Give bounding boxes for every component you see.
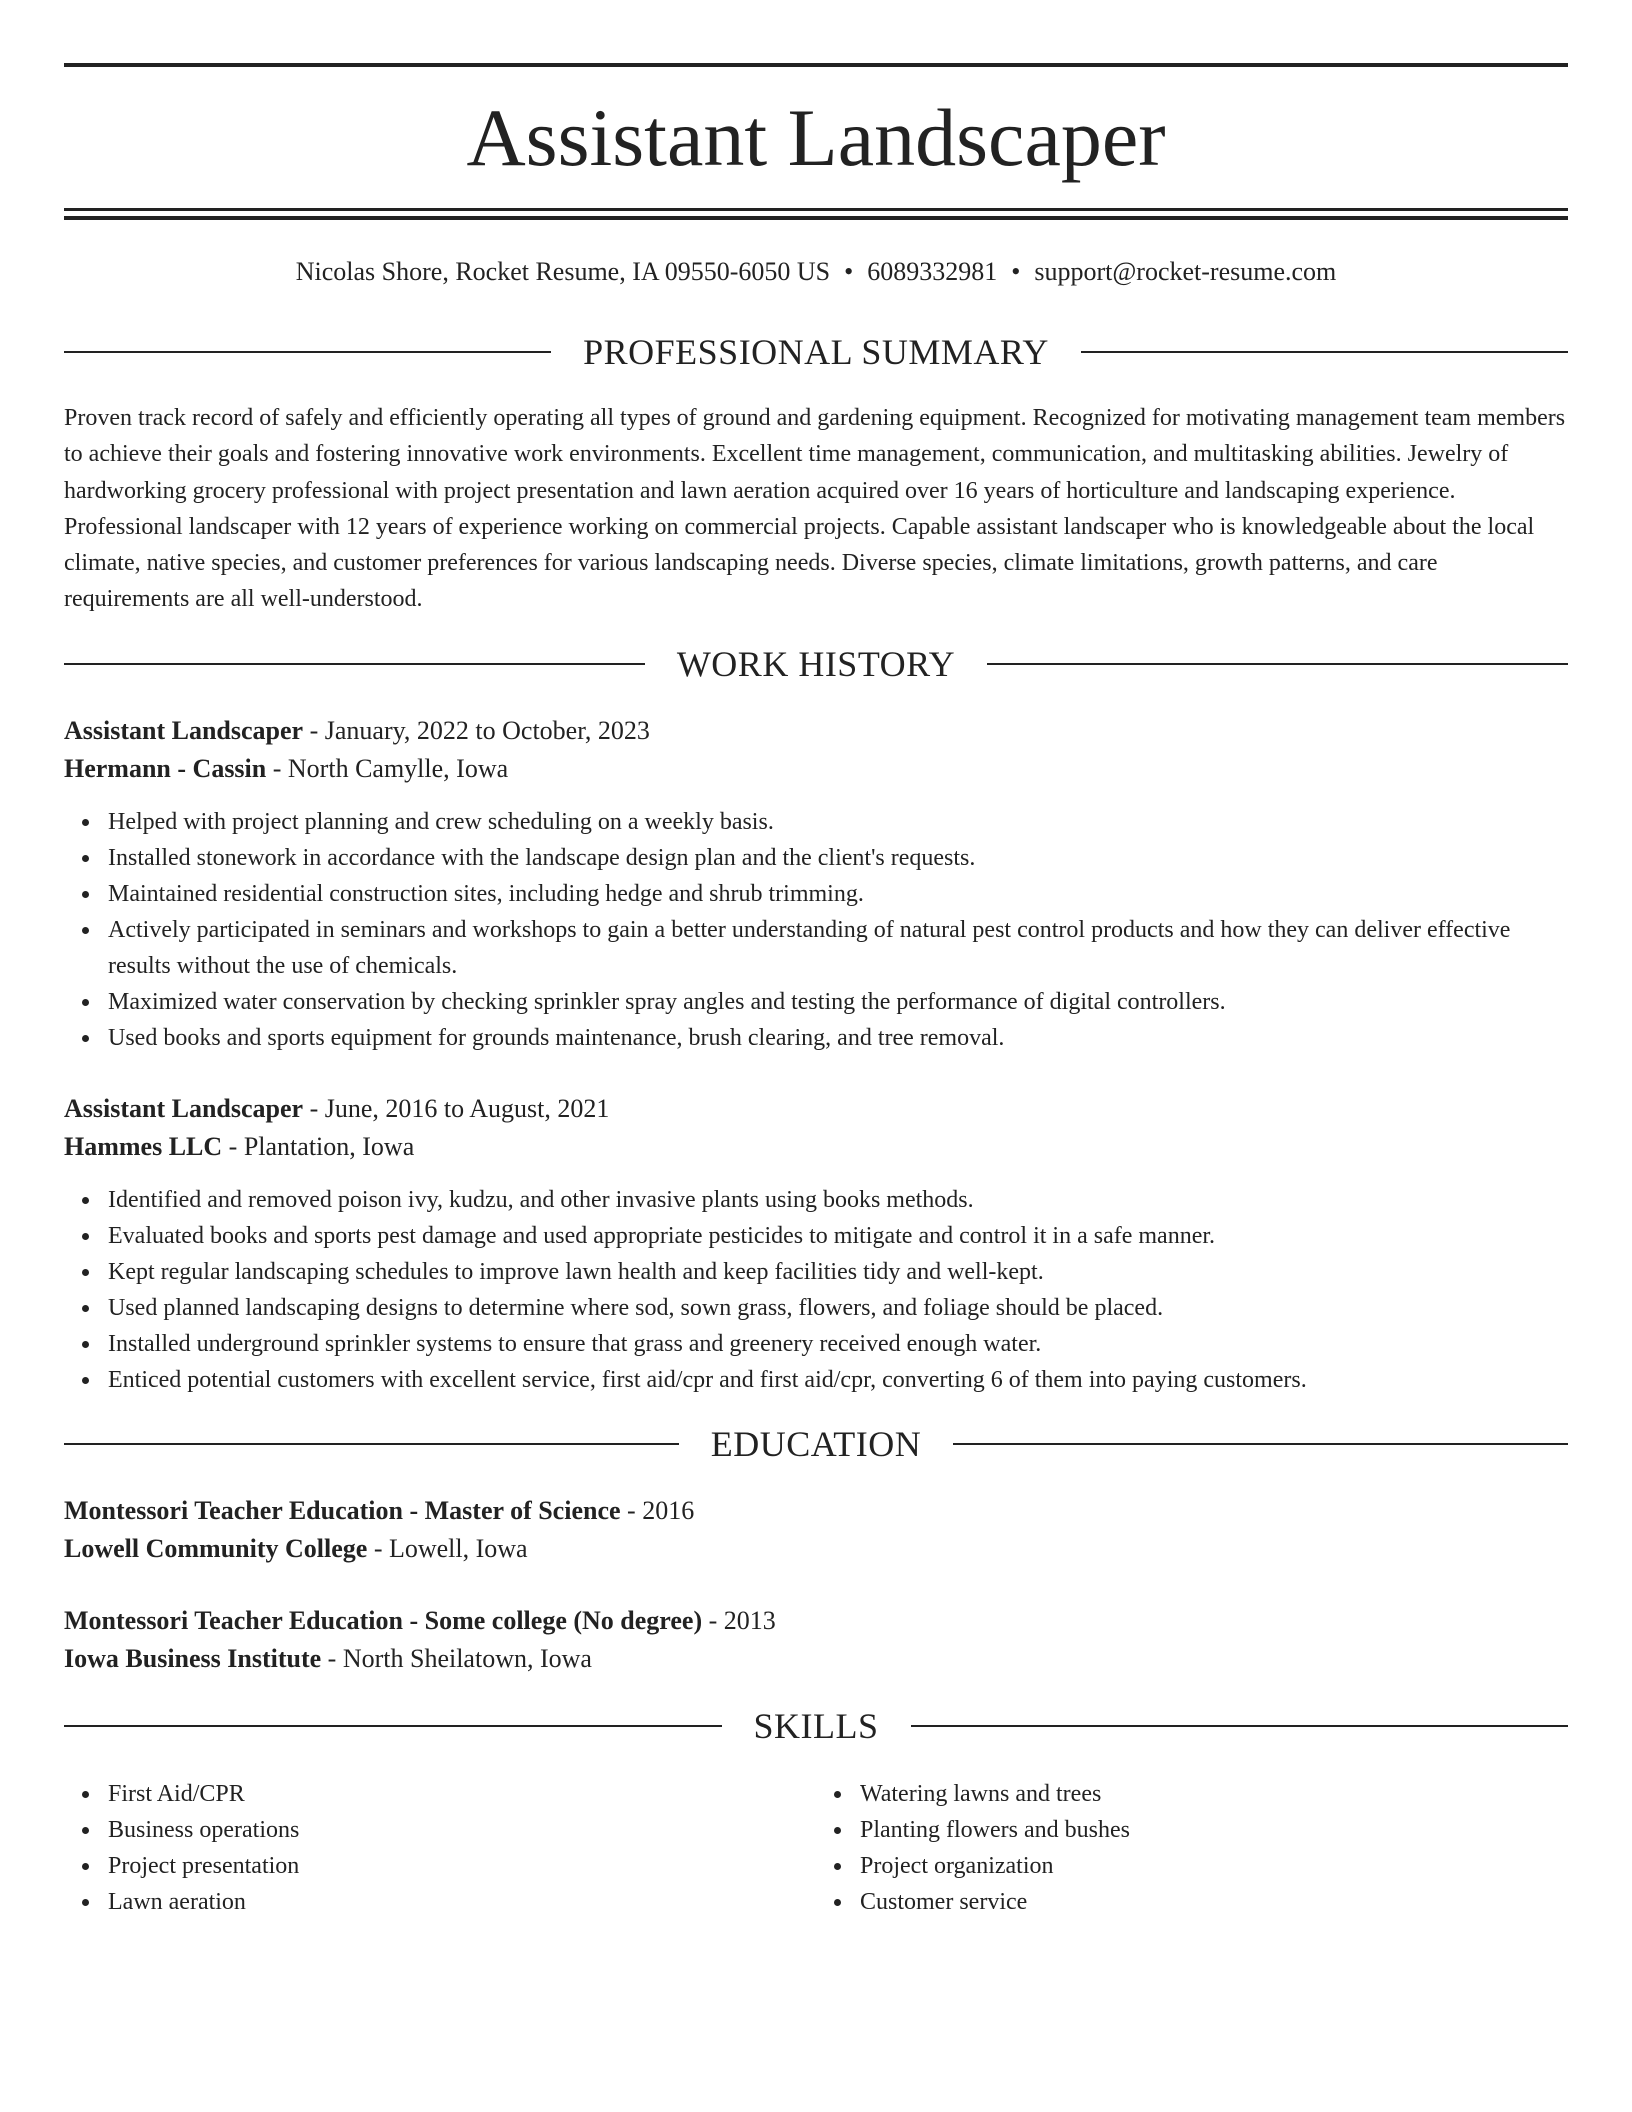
job-location: - North Camylle, Iowa [266,754,509,783]
skills-columns [64,1776,1568,1920]
education-school-line [64,1640,1568,1678]
job-entry [64,1090,1568,1398]
education-degree-line [64,1602,1568,1640]
job-title: Assistant Landscaper [64,1094,304,1123]
education-school: Lowell Community College [64,1534,368,1563]
heading-rule-right [1081,351,1568,353]
job-dates: - January, 2022 to October, 2023 [303,716,650,745]
list-item: Kept regular landscaping schedules to improve lawn health and keep facilities tidy and well-kept. [108,1254,1568,1290]
list-item: Installed stonework in accordance with the landscape design plan and the client's requests. [108,840,1568,876]
skills-heading [64,1704,1568,1748]
education-school-line [64,1530,1568,1568]
heading-rule-left [64,1443,679,1445]
skill-item: Planting flowers and bushes [860,1812,1568,1848]
contact-separator: • [844,257,854,286]
education-school: Iowa Business Institute [64,1644,322,1673]
list-item: Helped with project planning and crew scheduling on a weekly basis. [108,804,1568,840]
header-double-rule [64,208,1568,220]
list-item: Maintained residential construction sites, including hedge and shrub trimming. [108,876,1568,912]
contact-email: support@rocket-resume.com [1034,257,1337,286]
list-item: Identified and removed poison ivy, kudzu, and other invasive plants using books methods. [108,1182,1568,1218]
job-bullets [64,1182,1568,1398]
job-entry [64,712,1568,1056]
summary-text: Proven track record of safely and efficiently operating all types of ground and gardening equipment. Recognized for motivating management team members to achieve their goals and fostering innovative work environments. Excellent time management, communication, and multitasking abilities. Jewelry of hardworking grocery professional with project presentation and lawn aeration acquired over 16 years of horticulture and landscaping experience. Professional landscaper with 12 years of experience working on commercial projects. Capable assistant landscaper who is knowledgeable about the local climate, native species, and customer preferences for various landscaping needs. Diverse species, climate limitations, growth patterns, and care requirements are all well-understood. [64,405,1566,613]
job-company: Hermann - Cassin [64,754,267,783]
education-entry [64,1492,1568,1568]
list-item: Installed underground sprinkler systems to ensure that grass and greenery received enough water. [108,1326,1568,1362]
work-history-heading-label: WORK HISTORY [676,644,956,684]
job-bullets [64,804,1568,1056]
heading-rule-right [953,1443,1568,1445]
skill-item: Project organization [860,1848,1568,1884]
job-title-line [64,712,1568,750]
skills-list-left [64,1776,816,1920]
skill-item: Watering lawns and trees [860,1776,1568,1812]
education-degree: Montessori Teacher Education - Some college (No degree) [64,1606,703,1635]
education-location: - Lowell, Iowa [367,1534,528,1563]
contact-separator: • [1011,257,1021,286]
heading-rule-right [987,663,1568,665]
education-heading-label: EDUCATION [710,1424,922,1464]
heading-rule-left [64,1725,722,1727]
skills-heading-label: SKILLS [753,1706,879,1746]
education-degree-line [64,1492,1568,1530]
contact-phone: 6089332981 [867,257,998,286]
job-title-line [64,1090,1568,1128]
job-company-line [64,1128,1568,1166]
education-location: - North Sheilatown, Iowa [321,1644,592,1673]
job-dates: - June, 2016 to August, 2021 [303,1094,610,1123]
work-history-heading [64,642,1568,686]
education-year: - 2013 [702,1606,776,1635]
list-item: Used planned landscaping designs to determine where sod, sown grass, flowers, and foliage should be placed. [108,1290,1568,1326]
education-degree: Montessori Teacher Education - Master of Science [64,1496,621,1525]
list-item: Maximized water conservation by checking sprinkler spray angles and testing the performance of digital controllers. [108,984,1568,1020]
education-year: - 2016 [620,1496,695,1525]
skills-list-right [816,1776,1568,1920]
skill-item: Business operations [108,1812,816,1848]
list-item: Actively participated in seminars and workshops to gain a better understanding of natural pest control products and how they can deliver effective results without the use of chemicals. [108,912,1568,984]
list-item: Used books and sports equipment for grounds maintenance, brush clearing, and tree removal. [108,1020,1568,1056]
education-heading [64,1422,1568,1466]
heading-rule-left [64,351,551,353]
contact-address: Nicolas Shore, Rocket Resume, IA 09550-6050 US [295,257,831,286]
skill-item: First Aid/CPR [108,1776,816,1812]
skill-item: Customer service [860,1884,1568,1920]
list-item: Enticed potential customers with excellent service, first aid/cpr and first aid/cpr, converting 6 of them into paying customers. [108,1362,1568,1398]
skill-item: Project presentation [108,1848,816,1884]
job-location: - Plantation, Iowa [222,1132,415,1161]
header-top-rule [64,63,1568,67]
summary-heading-label: PROFESSIONAL SUMMARY [583,332,1049,372]
skill-item: Lawn aeration [108,1884,816,1920]
job-company-line [64,750,1568,788]
job-company: Hammes LLC [64,1132,223,1161]
list-item: Evaluated books and sports pest damage and used appropriate pesticides to mitigate and control it in a safe manner. [108,1218,1568,1254]
heading-rule-left [64,663,645,665]
job-title: Assistant Landscaper [64,716,304,745]
page-title: Assistant Landscaper [466,92,1166,183]
education-entry [64,1602,1568,1678]
summary-heading [64,330,1568,374]
contact-line [64,254,1568,290]
heading-rule-right [911,1725,1569,1727]
